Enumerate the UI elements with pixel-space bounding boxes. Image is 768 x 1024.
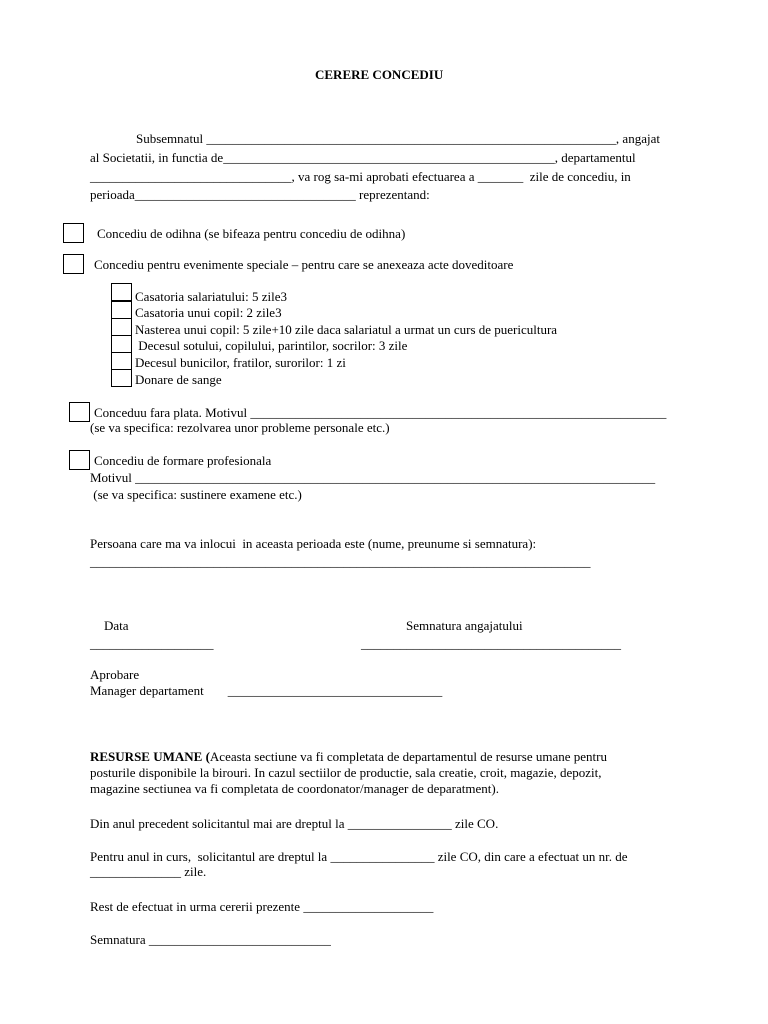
odihna-checkbox[interactable] — [63, 223, 84, 243]
intro-text: perioada — [90, 187, 135, 202]
hr-heading: RESURSE UMANE ( — [90, 749, 210, 764]
donare-sange-checkbox[interactable] — [111, 369, 132, 387]
prev-days-field[interactable]: ________________ — [347, 816, 452, 831]
formare-motiv-line — [90, 470, 655, 485]
intro-text: reprezentand: — [355, 187, 430, 202]
days-field[interactable]: _______ — [477, 169, 524, 184]
sub-item-label: Casatoria unui copil: 2 zile3 — [135, 305, 282, 320]
used-days-field[interactable]: ______________ — [90, 864, 181, 879]
hr-text: Pentru anul in curs, solicitantul are dreptul la — [90, 849, 331, 864]
nasterea-copil-checkbox[interactable] — [111, 318, 132, 336]
hr-text: zile CO. — [451, 816, 499, 831]
page-title: CERERE CONCEDIU — [315, 67, 444, 82]
sub-item-label: Decesul sotului, copilului, parintilor, socrilor: 3 zile — [135, 338, 408, 353]
casatoria-salariat-checkbox[interactable] — [111, 283, 132, 301]
intro-text: zile de concediu, in — [523, 169, 631, 184]
hr-text: Semnatura — [90, 932, 149, 947]
evenimente-checkbox[interactable] — [63, 254, 84, 274]
hr-text: zile. — [181, 864, 207, 879]
sub-item-label: Nasterea unui copil: 5 zile+10 zile daca salariatul a urmat un curs de puericultura — [135, 322, 558, 337]
formare-motiv-label: Motivul — [90, 470, 136, 485]
department-field[interactable]: _______________________________ — [90, 169, 292, 184]
rest-days-field[interactable]: ____________________ — [303, 899, 434, 914]
deces-sot-checkbox[interactable] — [111, 335, 132, 353]
hr-text: Aceasta sectiune va fi completata de departamentul de resurse umane pentru — [209, 749, 607, 764]
intro-line-4 — [90, 187, 430, 202]
fara-plata-line — [94, 405, 666, 420]
fara-plata-checkbox[interactable] — [69, 402, 90, 422]
evenimente-label: Concediu pentru evenimente speciale – pentru care se anexeaza acte doveditoare — [94, 257, 514, 272]
formare-motiv-field[interactable]: ________________________________________________________________________________ — [135, 470, 656, 485]
intro-line-2 — [90, 150, 636, 165]
hr-text: Din anul precedent solicitantul mai are dreptul la — [90, 816, 348, 831]
hr-text: Rest de efectuat in urma cererii prezente — [90, 899, 304, 914]
replacement-field[interactable]: _____________________________________________________________________________ — [90, 554, 591, 569]
formare-note: (se va specifica: sustinere examene etc.) — [90, 487, 302, 502]
hr-semnatura-field[interactable]: ____________________________ — [148, 932, 331, 947]
cur-days-field[interactable]: ________________ — [330, 849, 435, 864]
intro-line-1 — [136, 131, 660, 146]
formare-label: Concediu de formare profesionala — [94, 453, 272, 468]
fara-plata-label: Conceduu fara plata. Motivul — [94, 405, 251, 420]
casatoria-copil-checkbox[interactable] — [111, 301, 132, 319]
semnatura-angajat-field[interactable]: ________________________________________ — [361, 636, 621, 651]
sub-item-label: Donare de sange — [135, 372, 222, 387]
fara-plata-note: (se va specifica: rezolvarea unor probleme personale etc.) — [90, 420, 390, 435]
manager-line — [90, 683, 442, 698]
hr-text: magazine sectiunea va fi completata de coordonator/manager de deparatment). — [90, 781, 499, 796]
manager-field[interactable]: _________________________________ — [227, 683, 443, 698]
aprobare-label: Aprobare — [90, 667, 140, 682]
semnatura-angajat-label: Semnatura angajatului — [406, 618, 523, 633]
hr-cur-line-2 — [90, 864, 206, 879]
function-field[interactable]: ___________________________________________________ — [223, 150, 555, 165]
formare-checkbox[interactable] — [69, 450, 90, 470]
manager-label: Manager departament — [90, 683, 204, 698]
intro-text: al Societatii, in functia de — [90, 150, 224, 165]
fara-plata-motiv-field[interactable]: ________________________________________________________________ — [250, 405, 667, 420]
data-field[interactable]: ___________________ — [90, 636, 214, 651]
hr-text: posturile disponibile la birouri. In cazul sectiilor de productie, sala creatie, croit, magazie, depozit, — [90, 765, 602, 780]
data-label: Data — [104, 618, 129, 633]
hr-text: zile CO, din care a efectuat un nr. de — [434, 849, 628, 864]
replacement-label: Persoana care ma va inlocui in aceasta perioada este (nume, preunume si semnatura): — [90, 536, 537, 551]
sub-item-label: Decesul bunicilor, fratilor, surorilor: 1 zi — [135, 355, 346, 370]
hr-prev-line — [90, 816, 498, 831]
intro-text: Subsemnatul — [136, 131, 207, 146]
period-field[interactable]: __________________________________ — [134, 187, 356, 202]
hr-line-1 — [90, 749, 607, 764]
intro-text: , angajat — [615, 131, 660, 146]
odihna-label: Concediu de odihna (se bifeaza pentru concediu de odihna) — [97, 226, 406, 241]
hr-cur-line — [90, 849, 628, 864]
deces-bunici-checkbox[interactable] — [111, 352, 132, 370]
intro-text: , departamentul — [554, 150, 636, 165]
sub-item-label: Casatoria salariatului: 5 zile3 — [135, 289, 287, 304]
hr-rest-line — [90, 899, 433, 914]
intro-line-3 — [90, 169, 631, 184]
hr-sem-line — [90, 932, 331, 947]
intro-text: , va rog sa-mi aprobati efectuarea a — [291, 169, 478, 184]
name-field[interactable]: _______________________________________________________________ — [206, 131, 616, 146]
